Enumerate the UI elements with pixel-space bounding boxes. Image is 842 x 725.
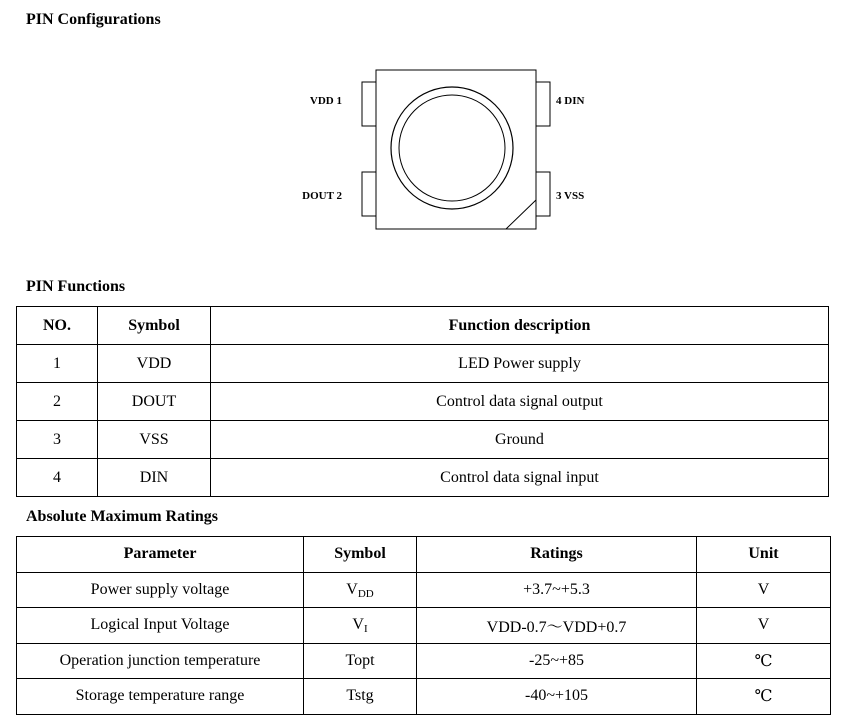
pad-2: [362, 172, 376, 216]
unit-cell: V: [697, 572, 831, 608]
pin3-label: 3 VSS: [556, 190, 585, 202]
unit-cell: V: [697, 608, 831, 644]
parameter-cell: Power supply voltage: [17, 572, 304, 608]
pin4-label: 4 DIN: [556, 95, 585, 107]
table-row: [17, 459, 829, 497]
absolute-maximum-ratings-heading: Absolute Maximum Ratings: [26, 508, 219, 525]
table-header-row: [17, 307, 829, 345]
symbol-main: V: [352, 616, 364, 634]
unit-cell: ℃: [697, 679, 831, 715]
header-symbol: Symbol: [98, 307, 211, 345]
parameter-cell: Storage temperature range: [17, 679, 304, 715]
pin-function: Control data signal input: [211, 459, 829, 497]
pin-number: 4: [17, 459, 98, 497]
ratings-cell: -25~+85: [417, 643, 697, 679]
table-header-row: [17, 537, 831, 573]
table-row: [17, 421, 829, 459]
table-row: [17, 383, 829, 421]
symbol-cell: [304, 679, 417, 715]
table-row: [17, 608, 831, 644]
pin-symbol: DIN: [98, 459, 211, 497]
header-no: NO.: [17, 307, 98, 345]
symbol-cell: [304, 643, 417, 679]
table-row: [17, 345, 829, 383]
unit-cell: ℃: [697, 643, 831, 679]
header-symbol: Symbol: [304, 537, 417, 573]
pin-indicator-chamfer: [506, 200, 536, 229]
symbol-main: Tstg: [346, 687, 374, 705]
pin-function: Ground: [211, 421, 829, 459]
parameter-cell: Operation junction temperature: [17, 643, 304, 679]
pin-number: 2: [17, 383, 98, 421]
header-ratings: Ratings: [417, 537, 697, 573]
table-row: [17, 572, 831, 608]
symbol-main: V: [346, 580, 358, 598]
symbol-cell: [304, 608, 417, 644]
symbol-cell: [304, 572, 417, 608]
symbol-subscript: I: [363, 623, 368, 636]
pin2-label: DOUT 2: [302, 190, 342, 202]
pin-symbol: VDD: [98, 345, 211, 383]
table-row: [17, 679, 831, 715]
pad-1: [362, 82, 376, 126]
ratings-cell: VDD-0.7～VDD+0.7: [417, 608, 697, 644]
led-package-pin-diagram: [280, 60, 610, 240]
pin-function: LED Power supply: [211, 345, 829, 383]
absolute-maximum-ratings-table: [16, 536, 831, 715]
pad-4: [536, 82, 550, 126]
pin-configurations-heading: PIN Configurations: [26, 11, 161, 28]
header-unit: Unit: [697, 537, 831, 573]
pin-functions-heading: PIN Functions: [26, 278, 126, 295]
pin1-label: VDD 1: [309, 95, 342, 107]
ratings-cell: -40~+105: [417, 679, 697, 715]
package-body: [376, 70, 536, 229]
pad-3: [536, 172, 550, 216]
pin-functions-table: [16, 306, 829, 497]
table-row: [17, 643, 831, 679]
symbol-main: Topt: [345, 651, 375, 669]
parameter-cell: Logical Input Voltage: [17, 608, 304, 644]
pin-symbol: VSS: [98, 421, 211, 459]
pin-number: 3: [17, 421, 98, 459]
lens-inner: [399, 95, 505, 201]
lens-outer: [391, 87, 513, 209]
pin-number: 1: [17, 345, 98, 383]
pin-symbol: DOUT: [98, 383, 211, 421]
pin-function: Control data signal output: [211, 383, 829, 421]
ratings-cell: +3.7~+5.3: [417, 572, 697, 608]
header-function: Function description: [211, 307, 829, 345]
symbol-subscript: DD: [357, 587, 374, 600]
header-parameter: Parameter: [17, 537, 304, 573]
